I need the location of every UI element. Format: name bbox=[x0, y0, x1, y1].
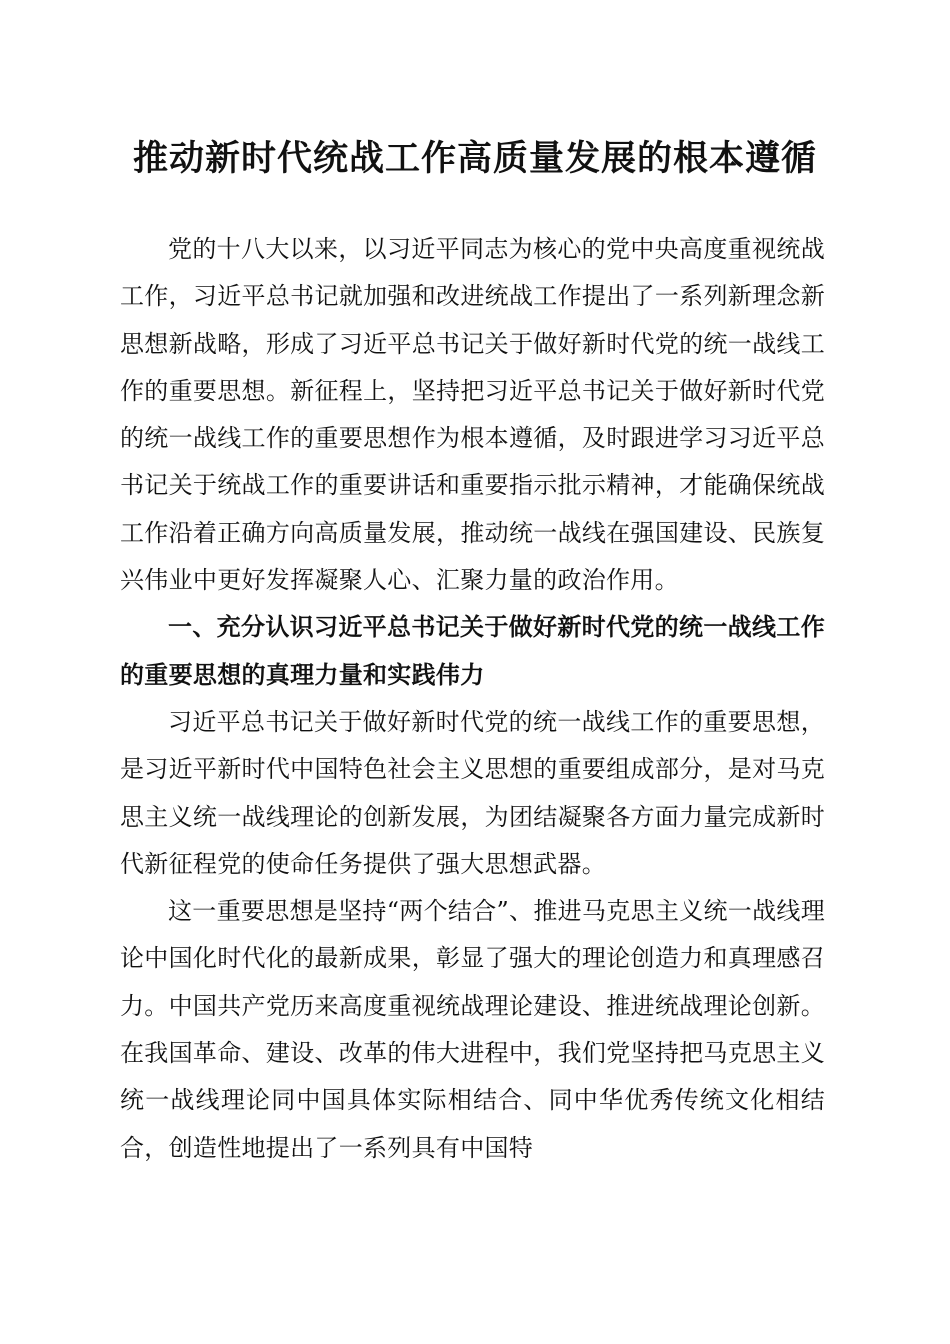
paragraph-intro: 党的十八大以来，以习近平同志为核心的党中央高度重视统战工作，习近平总书记就加强和改进统战工作提出了一系列新理念新思想新战略，形成了习近平总书记关于做好新时代党的统一战线工作的重要思想。新征程上，坚持把习近平总书记关于做好新时代党的统一战线工作的重要思想作为根本遵循，及时跟进学习习近平总书记关于统战工作的重要讲话和重要指示批示精神，才能确保统战工作沿着正确方向高质量发展，推动统一战线在强国建设、民族复兴伟业中更好发挥凝聚人心、汇聚力量的政治作用。 bbox=[120, 235, 825, 595]
section-heading-1: 一、充分认识习近平总书记关于做好新时代党的统一战线工作的重要思想的真理力量和实践伟力 bbox=[120, 613, 825, 689]
document-title: 推动新时代统战工作高质量发展的根本遵循 bbox=[132, 138, 817, 179]
document-body bbox=[120, 226, 825, 1172]
paragraph-section1-2: 这一重要思想是坚持“两个结合”、推进马克思主义统一战线理论中国化时代化的最新成果，彰显了强大的理论创造力和真理感召力。中国共产党历来高度重视统战理论建设、推进统战理论创新。在我国革命、建设、改革的伟大进程中，我们党坚持把马克思主义统一战线理论同中国具体实际相结合、同中华优秀传统文化相结合，创造性地提出了一系列具有中国特 bbox=[120, 897, 825, 1162]
paragraph-section1-1: 习近平总书记关于做好新时代党的统一战线工作的重要思想，是习近平新时代中国特色社会主义思想的重要组成部分，是对马克思主义统一战线理论的创新发展，为团结凝聚各方面力量完成新时代新征程党的使命任务提供了强大思想武器。 bbox=[120, 707, 825, 878]
